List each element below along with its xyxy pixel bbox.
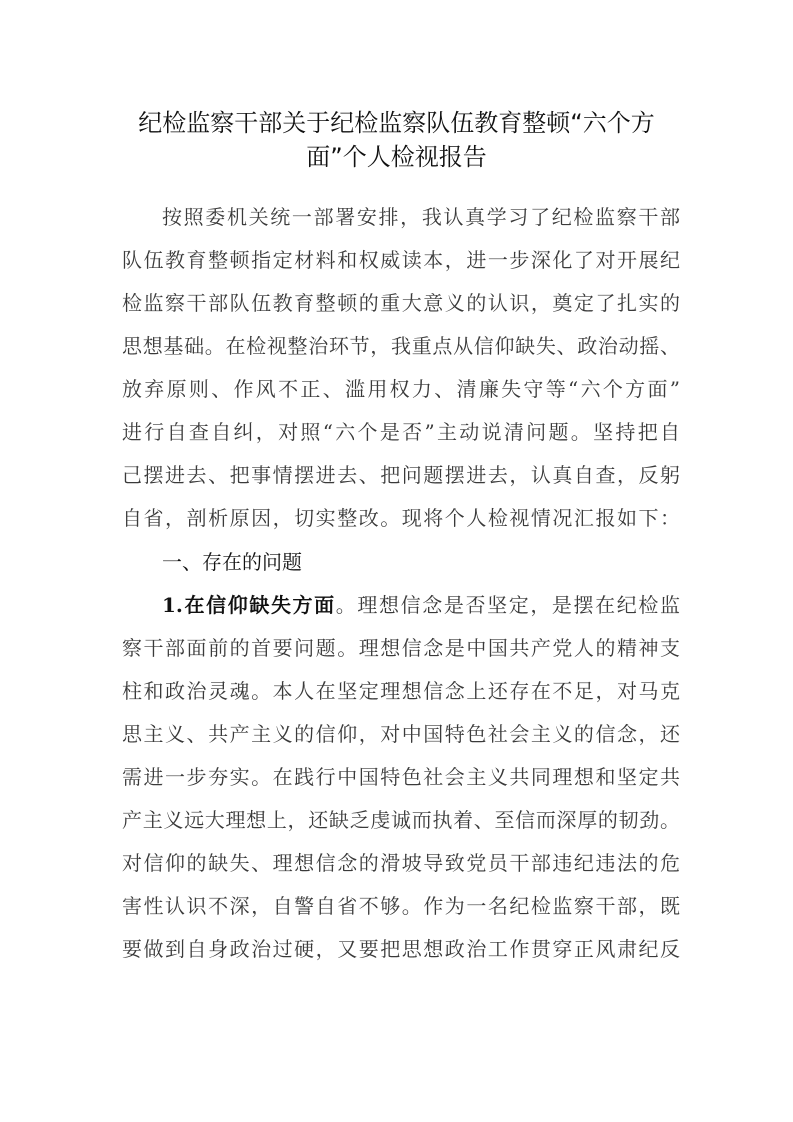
paragraph-line: 检监察干部队伍教育整顿的重大意义的认识，奠定了扎实的 <box>122 291 680 315</box>
paragraph-line: 队伍教育整顿指定材料和权威读本，进一步深化了对开展纪 <box>122 248 680 272</box>
paragraph-line: 要做到自身政治过硬，又要把思想政治工作贯穿正风肃纪反 <box>122 937 680 961</box>
paragraph-line: 察干部面前的首要问题。理想信念是中国共产党人的精神支 <box>122 636 680 660</box>
paragraph-line: 柱和政治灵魂。本人在坚定理想信念上还存在不足，对马克 <box>122 679 680 703</box>
paragraph-line <box>162 584 680 627</box>
point-lead: 1.在信仰缺失方面 <box>162 593 336 617</box>
paragraph-line: 放弃原则、作风不正、滥用权力、清廉失守等“六个方面” <box>122 377 680 401</box>
paragraph-line: 自省，剖析原因，切实整改。现将个人检视情况汇报如下： <box>122 506 680 530</box>
paragraph-line: 己摆进去、把事情摆进去、把问题摆进去，认真自查，反躬 <box>122 463 680 487</box>
paragraph-line: 按照委机关统一部署安排，我认真学习了纪检监察干部 <box>162 205 680 229</box>
paragraph-line: 思想基础。在检视整治环节，我重点从信仰缺失、政治动摇、 <box>122 334 680 358</box>
section-heading: 一、存在的问题 <box>162 550 302 574</box>
paragraph-line: 思主义、共产主义的信仰，对中国特色社会主义的信念，还 <box>122 722 680 746</box>
paragraph-line: 需进一步夯实。在践行中国特色社会主义共同理想和坚定共 <box>122 765 680 789</box>
paragraph-line: 产主义远大理想上，还缺乏虔诚而执着、至信而深厚的韧劲。 <box>122 808 680 832</box>
document-title-line-2: 面”个人检视报告 <box>306 143 487 171</box>
paragraph-line: 进行自查自纠，对照“六个是否”主动说清问题。坚持把自 <box>122 420 680 444</box>
paragraph-line: 对信仰的缺失、理想信念的滑坡导致党员干部违纪违法的危 <box>122 851 680 875</box>
point-text: 。理想信念是否坚定，是摆在纪检监 <box>335 593 680 617</box>
document-title-line-1: 纪检监察干部关于纪检监察队伍教育整顿“六个方 <box>138 109 655 137</box>
paragraph-line: 害性认识不深，自警自省不够。作为一名纪检监察干部，既 <box>122 894 680 918</box>
